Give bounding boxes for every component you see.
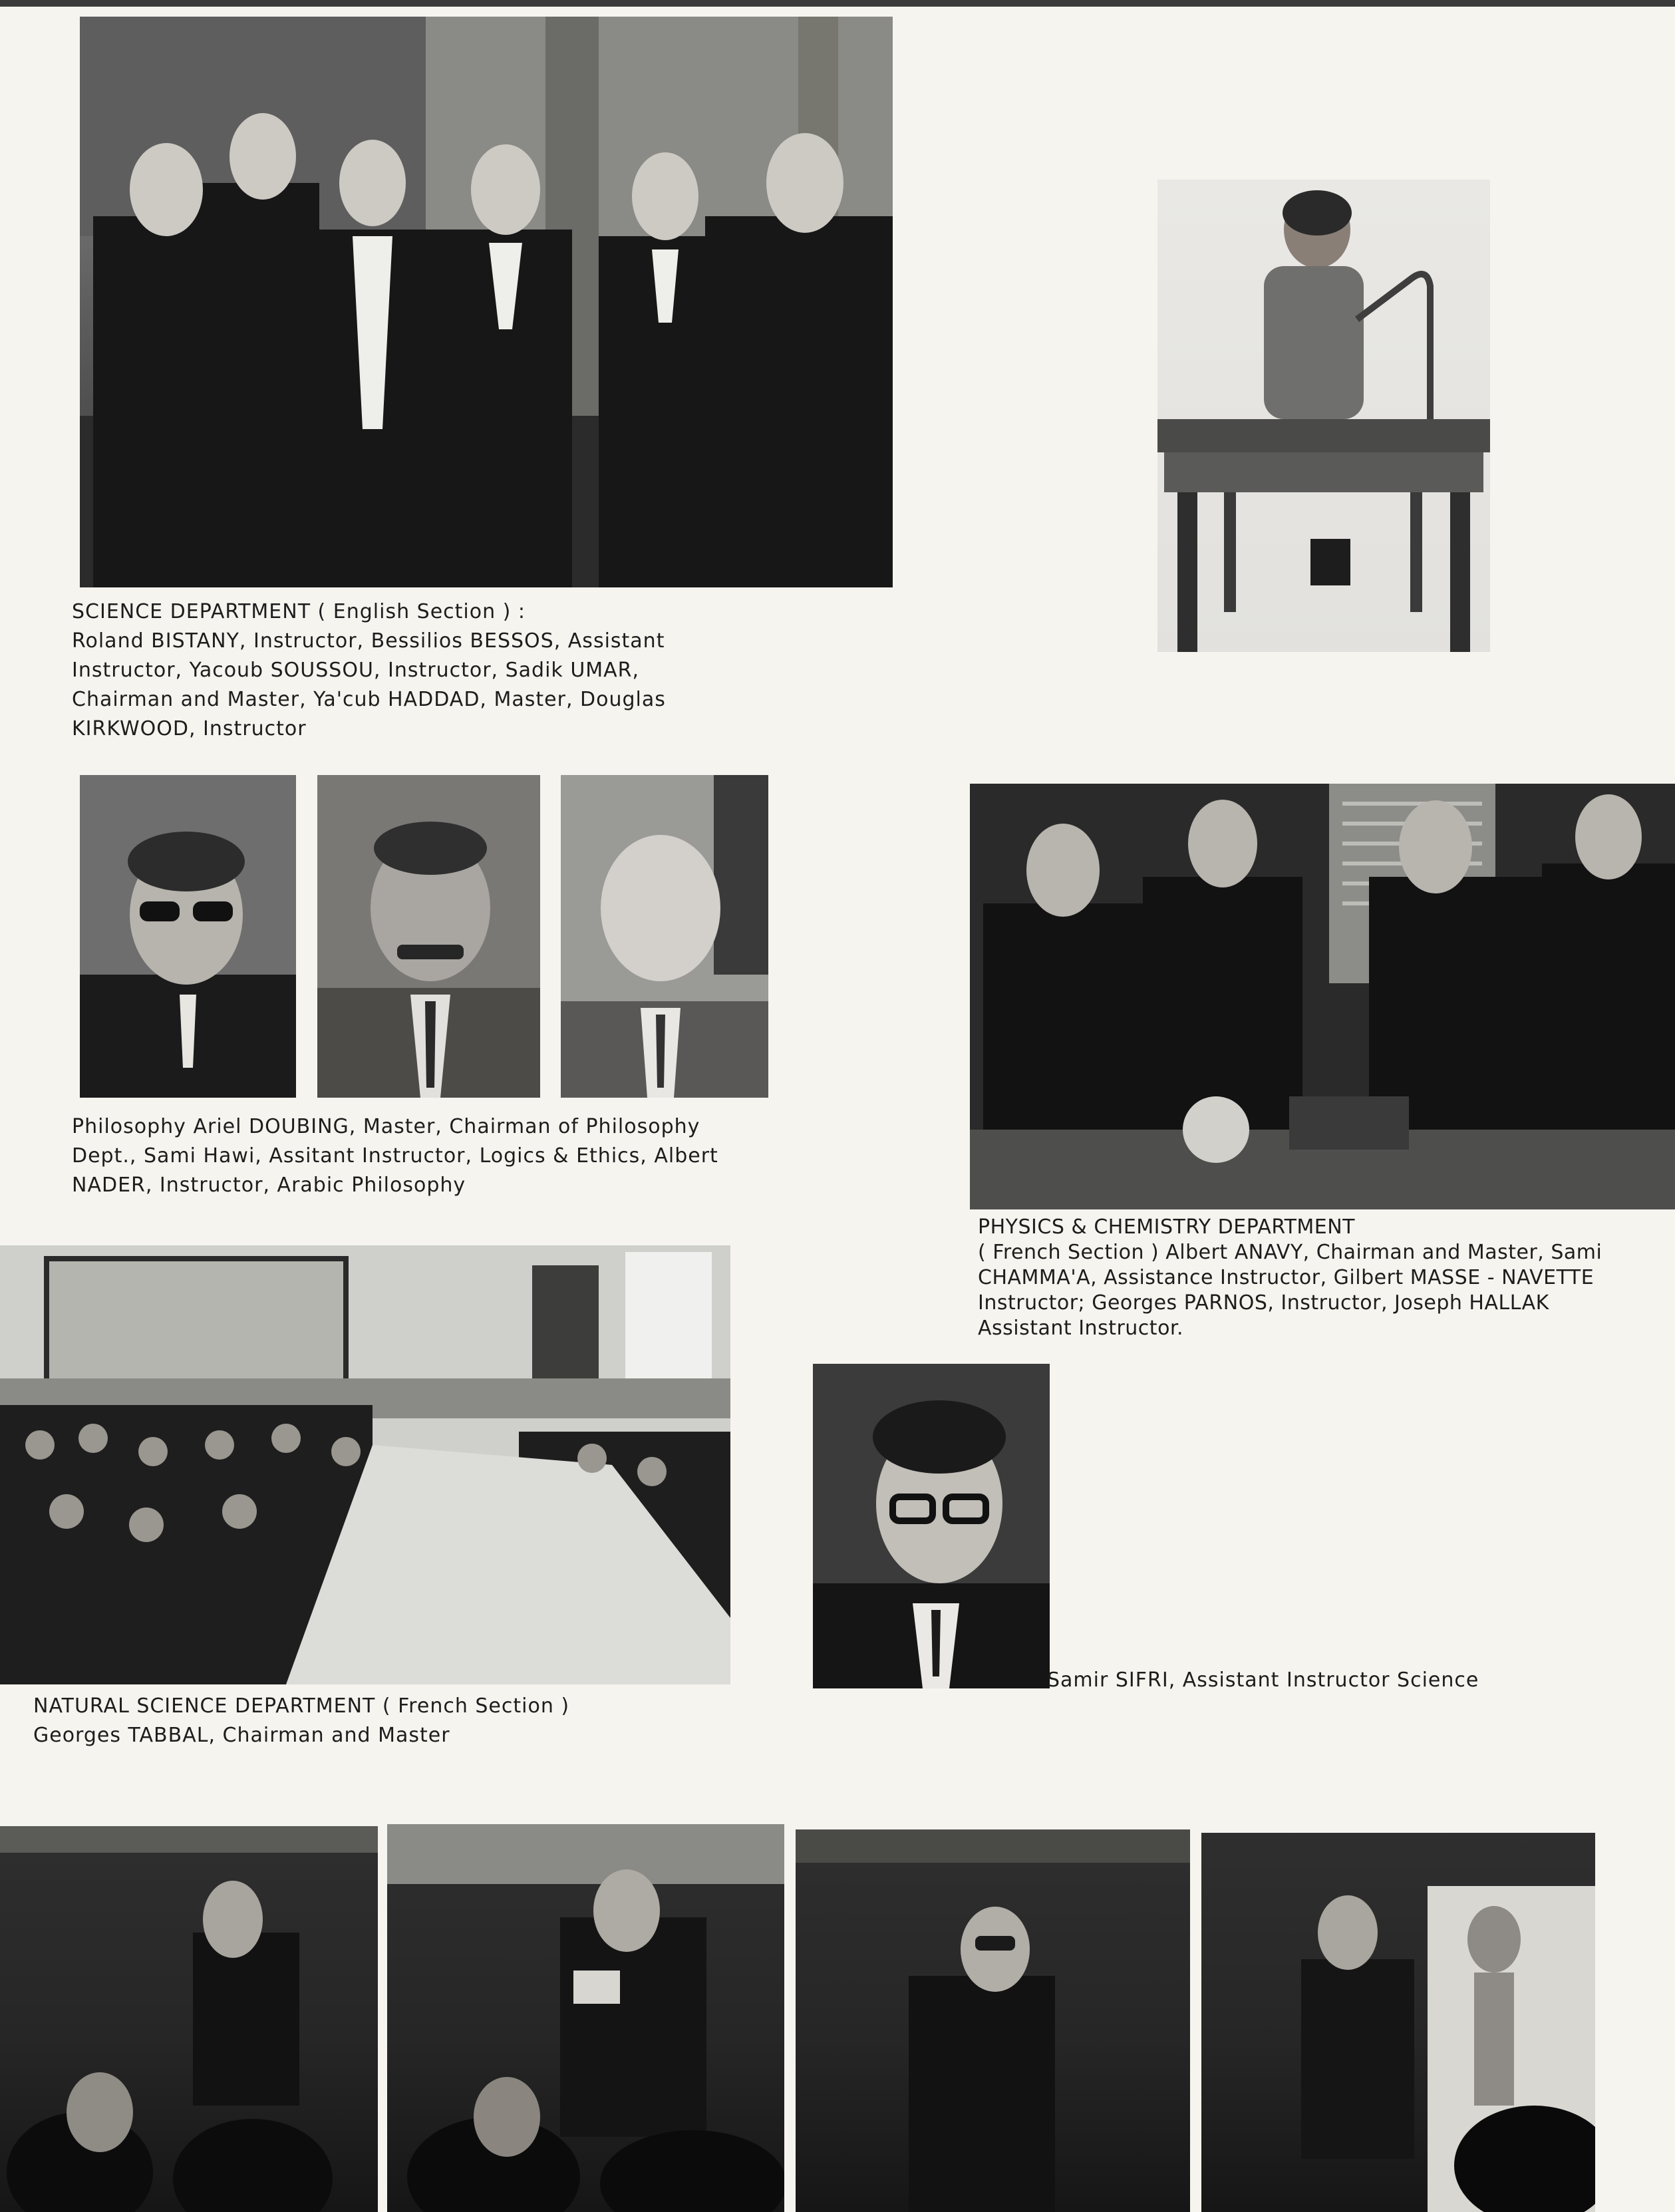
caption-line: Assistant Instructor. [978,1317,1184,1340]
philosophy-portrait-hawi [317,775,540,1098]
caption-line: Roland BISTANY, Instructor, Bessilios BESSOS, Assistant [72,629,665,653]
caption-line: NADER, Instructor, Arabic Philosophy [72,1174,466,1197]
page-top-border [0,0,1675,7]
caption-line: ( French Section ) Albert ANAVY, Chairman and Master, Sami [978,1241,1602,1264]
physics-chemistry-caption [978,1215,1675,1341]
caption-line: Georges TABBAL, Chairman and Master [33,1724,450,1747]
philosophy-portrait-doubing [80,775,296,1098]
philosophy-caption [72,1112,764,1200]
samir-sifri-portrait [813,1364,1050,1688]
boy-experiment-photo [1157,180,1490,652]
caption-line: CHAMMA'A, Assistance Instructor, Gilbert MASSE - NAVETTE [978,1266,1595,1289]
caption-line: KIRKWOOD, Instructor [72,717,307,740]
caption-line: Philosophy Ariel DOUBING, Master, Chairman of Philosophy [72,1115,700,1138]
caption-line: Samir SIFRI, Assistant Instructor Science [1047,1668,1479,1692]
caption-line: Instructor; Georges PARNOS, Instructor, Joseph HALLAK [978,1291,1549,1315]
lecture-photo-2 [387,1824,784,2212]
caption-line: Instructor, Yacoub SOUSSOU, Instructor, Sadik UMAR, [72,659,640,682]
lecture-photo-4 [1201,1833,1595,2212]
samir-sifri-caption [1047,1666,1513,1695]
lecture-photo-1 [0,1826,378,2212]
natural-science-caption [33,1692,645,1750]
science-department-caption [72,597,717,744]
philosophy-portrait-nader [561,775,768,1098]
caption-line: PHYSICS & CHEMISTRY DEPARTMENT [978,1215,1356,1239]
science-department-group-photo [80,17,893,587]
caption-line: SCIENCE DEPARTMENT ( English Section ) : [72,600,526,623]
natural-science-classroom-photo [0,1245,730,1684]
physics-chemistry-photo [970,784,1675,1209]
lecture-photo-3 [796,1829,1190,2212]
caption-line: Dept., Sami Hawi, Assitant Instructor, Logics & Ethics, Albert [72,1144,718,1168]
caption-line: Chairman and Master, Ya'cub HADDAD, Master, Douglas [72,688,666,711]
caption-line: NATURAL SCIENCE DEPARTMENT ( French Section ) [33,1694,570,1718]
